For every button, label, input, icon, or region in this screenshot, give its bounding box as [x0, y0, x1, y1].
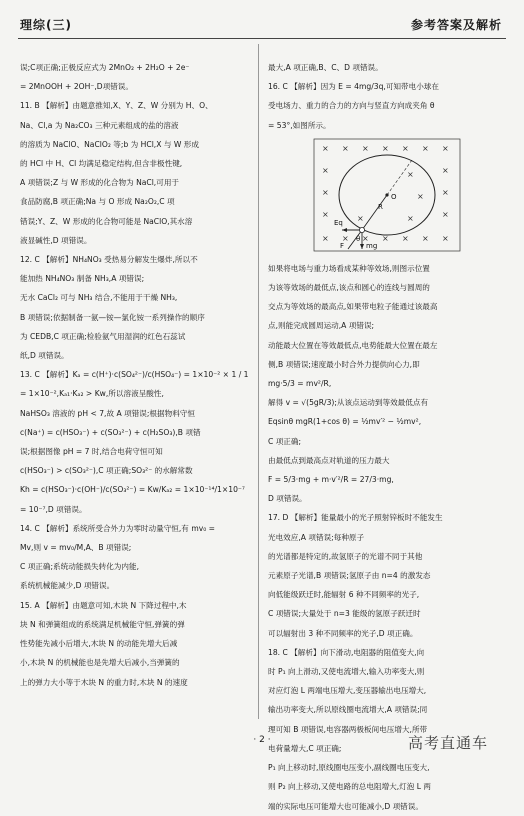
- text-line: 15. A 【解析】由题意可知,木块 N 下降过程中,木: [20, 600, 187, 610]
- text-line: 系统机械能减少,D 项错误。: [20, 581, 115, 591]
- text-line: 12. C 【解析】NH₄NO₃ 受热易分解发生爆炸,所以不: [20, 255, 198, 265]
- text-line: 14. C 【解析】系统所受合外力为零时动量守恒,有 mv₀ =: [20, 523, 216, 533]
- label-f: F: [340, 241, 345, 250]
- svg-text:×: ×: [417, 191, 424, 201]
- right-column: [268, 58, 504, 816]
- text-line: 无水 CaCl₂ 可与 NH₃ 结合,不能用于干燥 NH₃,: [20, 293, 178, 303]
- text-line: 时 P₁ 向上滑动,又使电流增大,输入功率变大,则: [268, 667, 425, 677]
- svg-text:×: ×: [322, 143, 329, 153]
- text-line: = 1×10⁻²,Kₐ₁·Kₐ₂ > Kw,所以溶液呈酸性,: [20, 389, 164, 399]
- left-column: [20, 58, 252, 692]
- text-line: 动能最大位置在等效最低点,电势能最大位置在最左: [268, 340, 438, 350]
- text-line: 的光谱都是特定的,故氢原子的光谱不同于其他: [268, 551, 423, 561]
- svg-text:×: ×: [342, 233, 349, 243]
- label-eq: Eq: [334, 218, 343, 227]
- label-o: O: [391, 192, 397, 201]
- text-line: 端的实际电压可能增大也可能减小,D 项错误。: [268, 801, 423, 811]
- svg-text:×: ×: [322, 165, 329, 175]
- svg-text:×: ×: [442, 165, 449, 175]
- page-number: · 2 ·: [253, 735, 271, 745]
- svg-text:×: ×: [442, 143, 449, 153]
- text-line: Na、Cl,a 为 Na₂CO₃ 三种元素组成的盐的溶液: [20, 120, 179, 130]
- text-line: 18. C 【解析】向下滑动,电阻器的阻值变大,向: [268, 647, 425, 657]
- svg-text:×: ×: [322, 209, 329, 219]
- text-line: c(HSO₃⁻) > c(SO₃²⁻),C 项正确;SO₃²⁻ 的水解常数: [20, 466, 193, 476]
- text-line: mg·5/3 = mv²/R,: [268, 379, 332, 389]
- svg-text:×: ×: [407, 169, 414, 179]
- text-line: F = 5/3·mg + m·v′²/R = 27/3·mg,: [268, 475, 394, 485]
- text-line: 纸,D 项错误。: [20, 351, 69, 361]
- text-line: 交点为等效场的最高点,如果带电粒子能通过该最高: [268, 302, 438, 312]
- eq-arrow-head: [342, 228, 347, 232]
- text-line: B 项错误;依据制备一氨—铵—氯化铵一系列操作的顺序: [20, 312, 205, 322]
- text-line: 点,则能完成圆周运动,A 项错误;: [268, 321, 375, 331]
- label-mg: mg: [366, 241, 378, 250]
- text-line: P₁ 向上移动时,原线圈电压变小,副线圈电压变大,: [268, 763, 430, 773]
- text-line: 13. C 【解析】Kₐ = c(H⁺)·c(SO₄²⁻)/c(HSO₄⁻) = 1×10⁻² × 1 / 1: [20, 370, 249, 380]
- header-divider: [18, 38, 506, 39]
- watermark-text: 高考直通车: [408, 734, 489, 752]
- text-line: C 项正确;系统动能损失转化为内能,: [20, 562, 139, 572]
- text-line: 元素原子光谱,B 项错误;氢原子由 n=4 的激发态: [268, 571, 431, 581]
- svg-text:×: ×: [442, 209, 449, 219]
- svg-text:×: ×: [407, 213, 414, 223]
- svg-text:×: ×: [322, 187, 329, 197]
- text-line: 能加热 NH₄NO₃ 制备 NH₃,A 项错误;: [20, 274, 145, 284]
- text-line: Mv,则 v = mv₀/M,A、B 项错误;: [20, 543, 132, 553]
- svg-text:×: ×: [322, 233, 329, 243]
- text-line: 块 N 和弹簧组成的系统满足机械能守恒,弹簧的弹: [20, 619, 185, 629]
- label-theta: θ: [356, 234, 361, 243]
- text-line: 侧,B 项错误;速度最小时合外力提供向心力,即: [268, 359, 420, 369]
- text-line: = 2MnOOH + 2OH⁻,D项错误。: [20, 82, 133, 92]
- text-line: 的 HCl 中 H、Cl 均满足稳定结构,但含非极性键,: [20, 159, 183, 169]
- mg-arrow-head: [360, 244, 364, 249]
- radius-line: [362, 195, 387, 230]
- text-line: A 项错误;Z 与 W 形成的化合物为 NaCl,可用于: [20, 178, 180, 188]
- header-subject: 理综(三): [20, 18, 72, 32]
- svg-text:×: ×: [362, 143, 369, 153]
- text-line: 上的弹力大小等于木块 N 的重力时,木块 N 的速度: [20, 677, 188, 687]
- svg-text:×: ×: [357, 213, 364, 223]
- svg-text:×: ×: [442, 233, 449, 243]
- text-line: 性势能先减小后增大,木块 N 的动能先增大后减: [20, 639, 178, 649]
- text-line: 误;根据图像 pH = 7 时,结合电荷守恒可知: [20, 447, 163, 457]
- column-divider: [258, 44, 259, 719]
- text-line: 为 CEDB,C 项正确;检验氨气用湿润的红色石蕊试: [20, 331, 186, 341]
- text-line: 最大,A 项正确,B、C、D 项错误。: [268, 63, 383, 72]
- text-line: Eqsinθ mgR(1+cos θ) = ½mv′² − ½mv²,: [268, 417, 422, 427]
- text-line: 16. C 【解析】因为 E = 4mg/3q,可知带电小球在: [268, 82, 439, 92]
- svg-text:×: ×: [402, 143, 409, 153]
- svg-text:×: ×: [422, 233, 429, 243]
- header-title: 参考答案及解析: [410, 18, 502, 32]
- svg-text:×: ×: [342, 143, 349, 153]
- text-line: C 项错误;大量处于 n=3 能级的氢原子跃迁时: [268, 609, 421, 619]
- text-line: 的溶质为 NaClO、NaClO₂ 等;b 为 HCl,X 与 W 形成: [20, 139, 199, 149]
- text-line: 则 P₂ 向上移动,又使电路的总电阻增大,灯泡 L 两: [268, 782, 432, 792]
- text-line: C 项正确;: [268, 436, 302, 446]
- text-line: c(Na⁺) = c(HSO₃⁻) + c(SO₃²⁻) + c(H₂SO₃),B 项错: [20, 427, 201, 437]
- text-line: 受电场力、重力的合力的方向与竖直方向成夹角 θ: [268, 101, 435, 111]
- text-line: 可以辐射出 3 种不同频率的光子,D 项正确。: [268, 628, 418, 638]
- text-line: 由最低点到最高点对轨道的压力最大: [268, 455, 390, 465]
- text-line: 输出功率变大,所以原线圈电流增大,A 项错误;同: [268, 705, 428, 715]
- text-line: 17. D 【解析】能量最小的光子照射锌板时不能发生: [268, 513, 443, 523]
- text-line: 理可知 B 项错误,电容器两极板间电压增大,所带: [268, 724, 428, 734]
- text-line: NaHSO₃ 溶液的 pH < 7,故 A 项错误;根据物料守恒: [20, 408, 195, 418]
- text-line: 小,木块 N 的机械能也是先增大后减小,当弹簧的: [20, 658, 180, 668]
- svg-text:×: ×: [402, 233, 409, 243]
- text-line: 错误;Y、Z、W 形成的化合物可能是 NaClO,其水溶: [20, 216, 193, 226]
- text-line: 误;C项正确;正极反应式为 2MnO₂ + 2H₂O + 2e⁻: [20, 63, 190, 72]
- text-line: 11. B 【解析】由题意推知,X、Y、Z、W 分别为 H、O、: [20, 101, 213, 111]
- text-line: 向低能级跃迁时,能辐射 6 种不同频率的光子,: [268, 590, 420, 600]
- text-line: 光电效应,A 项错误;每种原子: [268, 532, 365, 542]
- field-marks: [322, 144, 449, 243]
- text-line: Kh = c(HSO₃⁻)·c(OH⁻)/c(SO₃²⁻) = Kw/Kₐ₂ = 1×10⁻¹⁴/1×10⁻⁷: [20, 485, 245, 495]
- text-line: 为该等效场的最低点,该点和圆心的连线与圆周的: [268, 283, 430, 293]
- text-line: D 项错误。: [268, 494, 307, 504]
- text-line: 解得 v = √(5gR/3);从该点运动到等效最低点有: [268, 398, 429, 408]
- text-line: = 53°,如图所示。: [268, 120, 331, 130]
- force-field-diagram: [312, 137, 462, 253]
- svg-text:×: ×: [382, 233, 389, 243]
- svg-text:×: ×: [422, 143, 429, 153]
- charged-ball: [359, 227, 364, 232]
- svg-text:×: ×: [442, 187, 449, 197]
- text-line: 电荷量增大,C 项正确;: [268, 743, 342, 753]
- text-line: 液显碱性,D 项错误。: [20, 235, 92, 245]
- text-line: = 10⁻⁷,D 项错误。: [20, 504, 87, 514]
- svg-text:×: ×: [362, 233, 369, 243]
- text-line: 食品防腐,B 项正确;Na 与 O 形成 Na₂O₂,C 项: [20, 197, 175, 207]
- text-line: 对应灯泡 L 两端电压增大,变压器输出电压增大,: [268, 686, 427, 696]
- svg-text:×: ×: [382, 143, 389, 153]
- text-line: 如果将电场与重力场看成某种等效场,则图示位置: [268, 263, 430, 273]
- label-r: R: [378, 202, 383, 211]
